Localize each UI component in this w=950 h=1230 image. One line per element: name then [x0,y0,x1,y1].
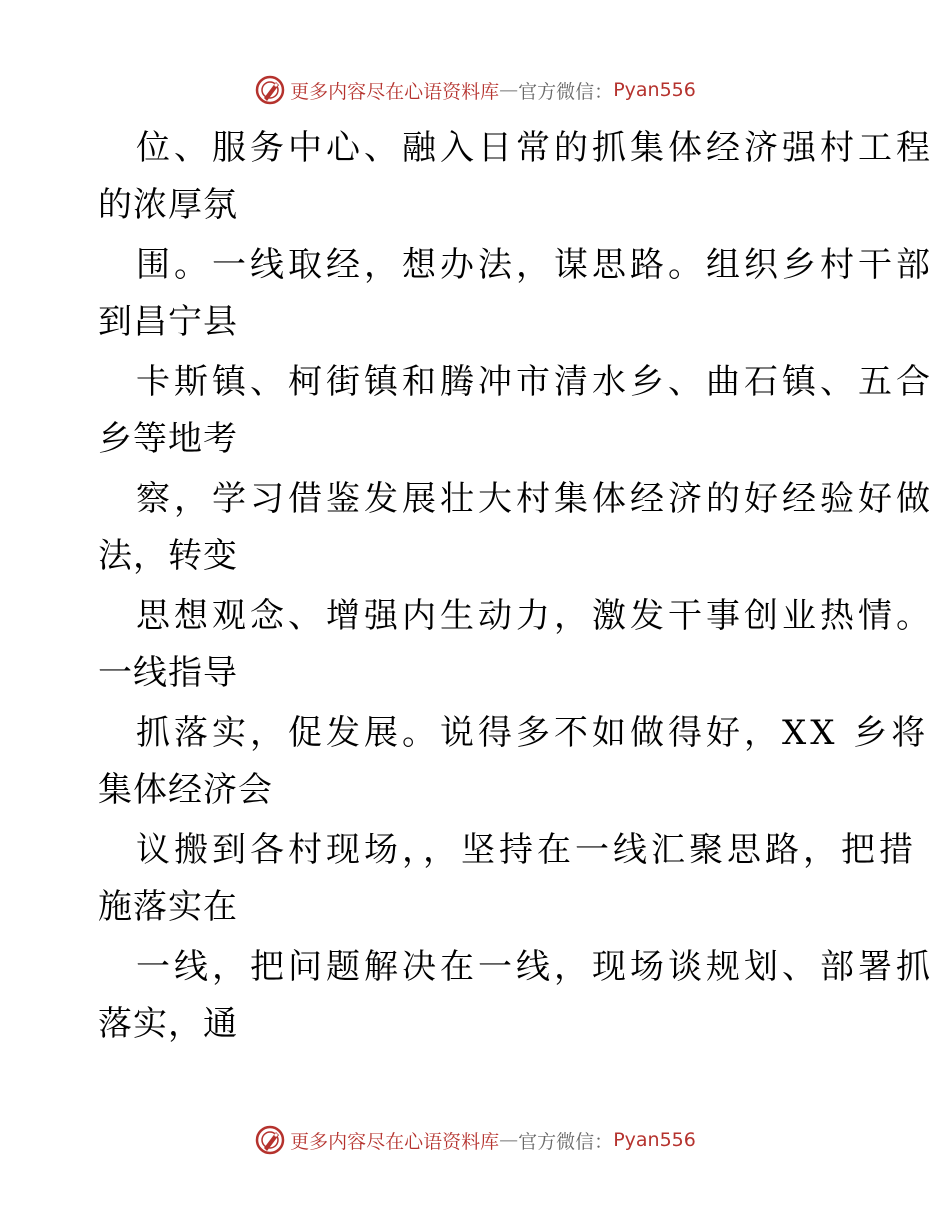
body-line: 的浓厚氛 [98,185,238,225]
body-line: 到昌宁县 [98,302,238,342]
separator: — [499,79,519,101]
body-line: 乡等地考 [98,419,238,459]
site-name: 更多内容尽在心语资料库 [290,1130,500,1153]
body-line: 察，学习借鉴发展壮大村集体经济的好经验好做 [136,479,934,519]
pen-nib-logo-icon [254,74,286,106]
body-line: 围。一线取经，想办法，谋思路。组织乡村干部 [136,245,934,285]
wechat-label: 官方微信： [518,1130,614,1153]
wechat-id: Pyan556 [613,1129,696,1151]
body-line: 一线，把问题解决在一线，现场谈规划、部署抓 [136,947,934,987]
footer-watermark [0,1120,950,1160]
body-line: 卡斯镇、柯街镇和腾冲市清水乡、曲石镇、五合 [136,362,934,402]
body-line: 法，转变 [98,536,238,576]
body-line: 施落实在 [98,887,238,927]
body-line: 落实，通 [98,1004,238,1044]
pen-nib-logo-icon [254,1124,286,1156]
site-name: 更多内容尽在心语资料库 [290,80,500,103]
body-line: 抓落实，促发展。说得多不如做得好，XX 乡将 [136,713,930,753]
body-line: 集体经济会 [98,770,273,810]
wechat-label: 官方微信： [518,80,614,103]
separator: — [499,1129,519,1151]
body-line: 一线指导 [98,653,238,693]
body-line: 思想观念、增强内生动力，激发干事创业热情。 [136,596,934,636]
body-line: 位、服务中心、融入日常的抓集体经济强村工程 [136,128,934,168]
body-line: 议搬到各村现场，，坚持在一线汇聚思路，把措 [136,830,917,870]
header-watermark [0,70,950,110]
wechat-id: Pyan556 [613,79,696,101]
